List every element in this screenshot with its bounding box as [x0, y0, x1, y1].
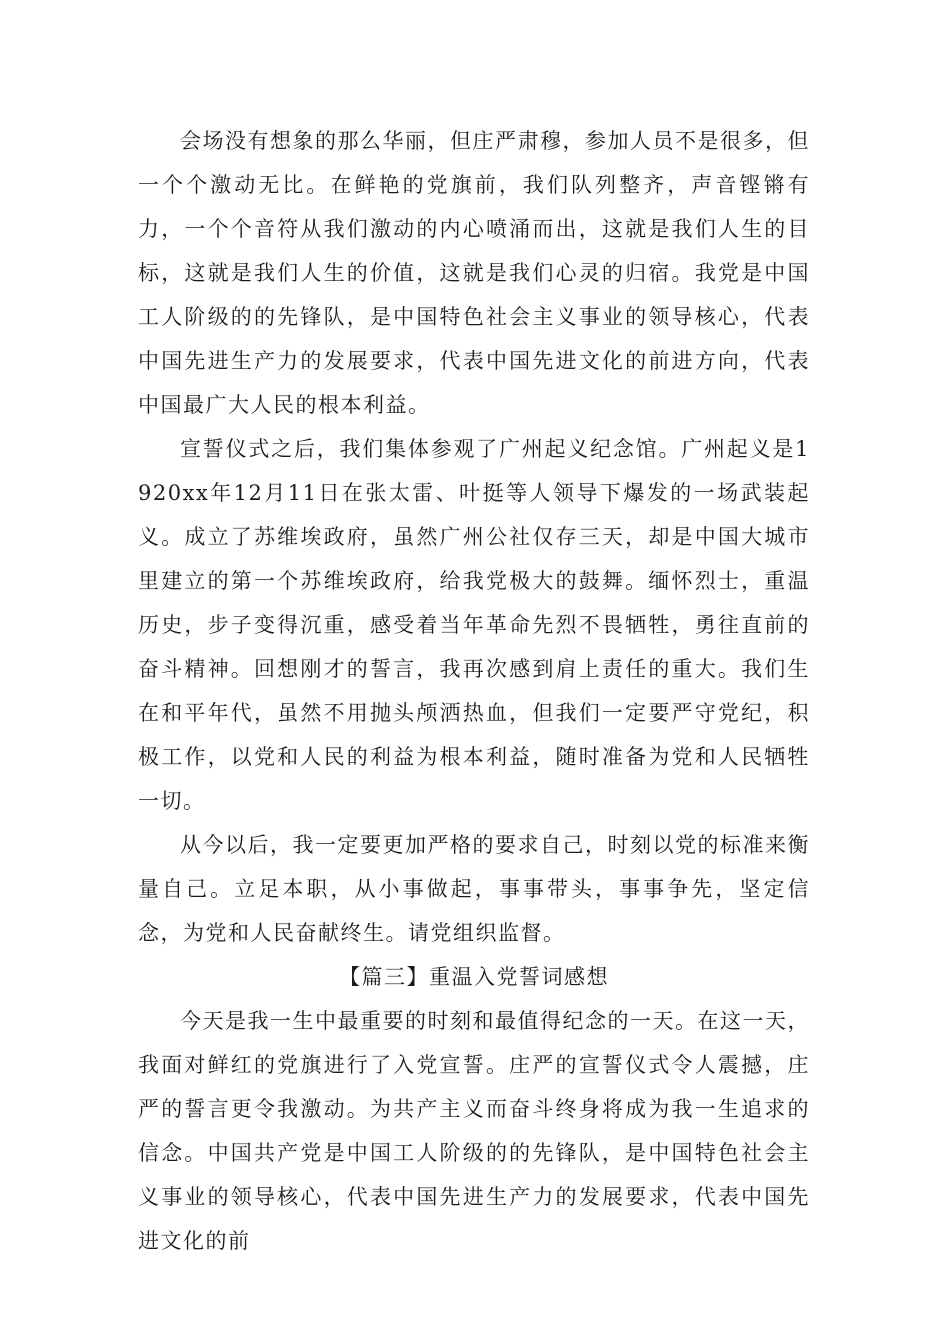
paragraph-resolution: 从今以后，我一定要更加严格的要求自己，时刻以党的标准来衡量自己。立足本职，从小事做起，事事带头，事事争先，坚定信念，为党和人民奋献终生。请党组织监督。: [138, 833, 810, 945]
paragraph-oath-day: 今天是我一生中最重要的时刻和最值得纪念的一天。在这一天，我面对鲜红的党旗进行了入党宣誓。庄严的宣誓仪式令人震撼，庄严的誓言更令我激动。为共产主义而奋斗终身将成为我一生追求的信念。中国共产党是中国工人阶级的的先锋队，是中国特色社会主义事业的领导核心，代表中国先进生产力的发展要求，代表中国先进文化的前: [138, 1009, 810, 1253]
paragraph-ceremony: 会场没有想象的那么华丽，但庄严肃穆，参加人员不是很多，但一个个激动无比。在鲜艳的党旗前，我们队列整齐，声音铿锵有力，一个个音符从我们激动的内心喷涌而出，这就是我们人生的目标，这就是我们人生的价值，这就是我们心灵的归宿。我党是中国工人阶级的的先锋队，是中国特色社会主义事业的领导核心，代表中国先进生产力的发展要求，代表中国先进文化的前进方向，代表中国最广大人民的根本利益。: [138, 129, 810, 417]
paragraph-memorial-visit: 宣誓仪式之后，我们集体参观了广州起义纪念馆。广州起义是1920xx年12月11日在张太雷、叶挺等人领导下爆发的一场武装起义。成立了苏维埃政府，虽然广州公社仅存三天，却是中国大城市里建立的第一个苏维埃政府，给我党极大的鼓舞。缅怀烈士，重温历史，步子变得沉重，感受着当年革命先烈不畏牺牲，勇往直前的奋斗精神。回想刚才的誓言，我再次感到肩上责任的重大。我们生在和平年代，虽然不用抛头颅洒热血，但我们一定要严守党纪，积极工作，以党和人民的利益为根本利益，随时准备为党和人民牺牲一切。: [138, 437, 810, 813]
document-body: [138, 119, 810, 1263]
section-heading: 【篇三】重温入党誓词感想: [339, 965, 609, 989]
